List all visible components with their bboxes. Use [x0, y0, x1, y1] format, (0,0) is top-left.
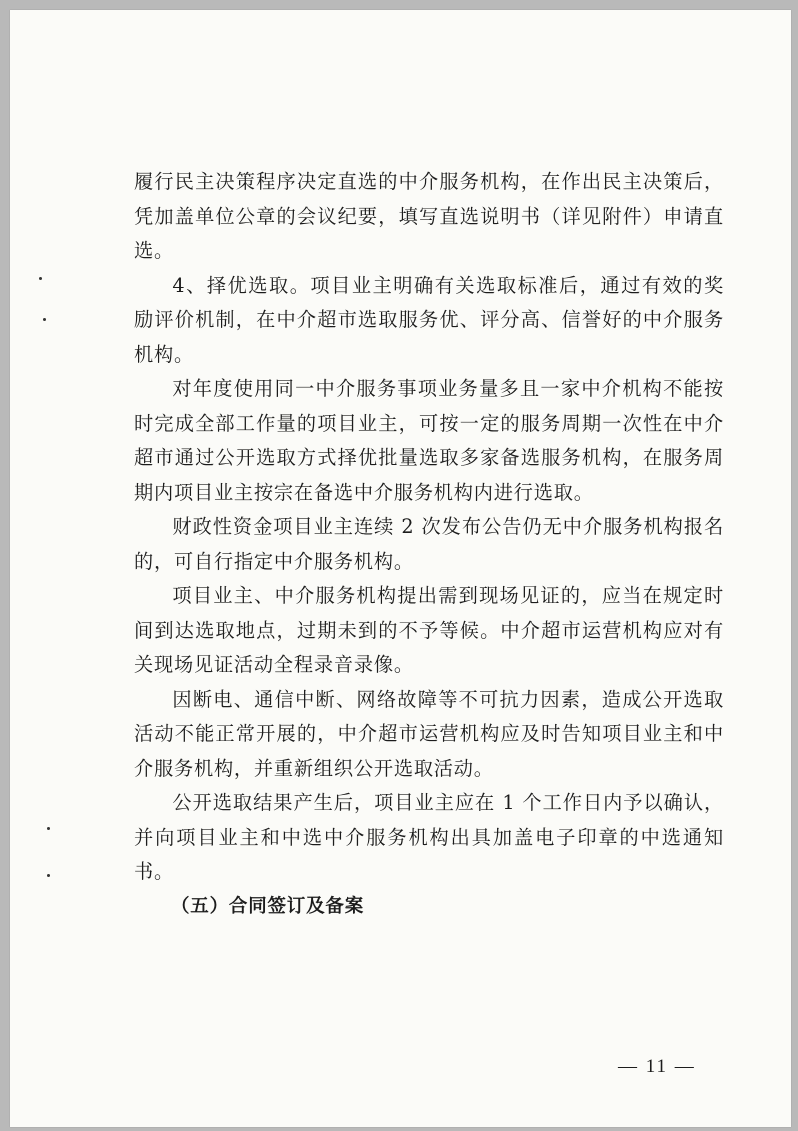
binding-hole-mark	[47, 827, 50, 830]
document-body	[134, 165, 724, 924]
paragraph-force-majeure: 因断电、通信中断、网络故障等不可抗力因素，造成公开选取活动不能正常开展的，中介超市运营机构应及时告知项目业主和中介服务机构，并重新组织公开选取活动。	[134, 687, 724, 780]
paragraph-onsite-witness: 项目业主、中介服务机构提出需到现场见证的，应当在规定时间到达选取地点，过期未到的不予等候。中介超市运营机构应对有关现场见证活动全程录音录像。	[134, 584, 724, 676]
binding-hole-mark	[43, 318, 46, 321]
page-number: — 11 —	[618, 1056, 696, 1077]
binding-hole-mark	[47, 874, 50, 877]
paragraph-preferred-selection: 4、择优选取。项目业主明确有关选取标准后，通过有效的奖励评价机制，在中介超市选取服务优、评分高、信誉好的中介服务机构。	[134, 273, 724, 366]
paragraph-direct-selection: 履行民主决策程序决定直选的中介服务机构，在作出民主决策后，凭加盖单位公章的会议纪要，填写直选说明书（详见附件）申请直选。	[134, 170, 724, 262]
paragraph-no-registration: 财政性资金项目业主连续 2 次发布公告仍无中介服务机构报名的，可自行指定中介服务机构。	[134, 515, 724, 573]
section-heading: （五）合同签订及备案	[171, 895, 365, 917]
binding-hole-mark	[39, 277, 42, 280]
document-page	[10, 10, 791, 1127]
paragraph-batch-selection: 对年度使用同一中介服务事项业务量多且一家中介机构不能按时完成全部工作量的项目业主，可按一定的服务周期一次性在中介超市通过公开选取方式择优批量选取多家备选服务机构，在服务周期内项目业主按宗在备选中介服务机构内进行选取。	[134, 377, 724, 504]
paragraph-result-confirmation: 公开选取结果产生后，项目业主应在 1 个工作日内予以确认，并向项目业主和中选中介服务机构出具加盖电子印章的中选通知书。	[134, 791, 724, 883]
